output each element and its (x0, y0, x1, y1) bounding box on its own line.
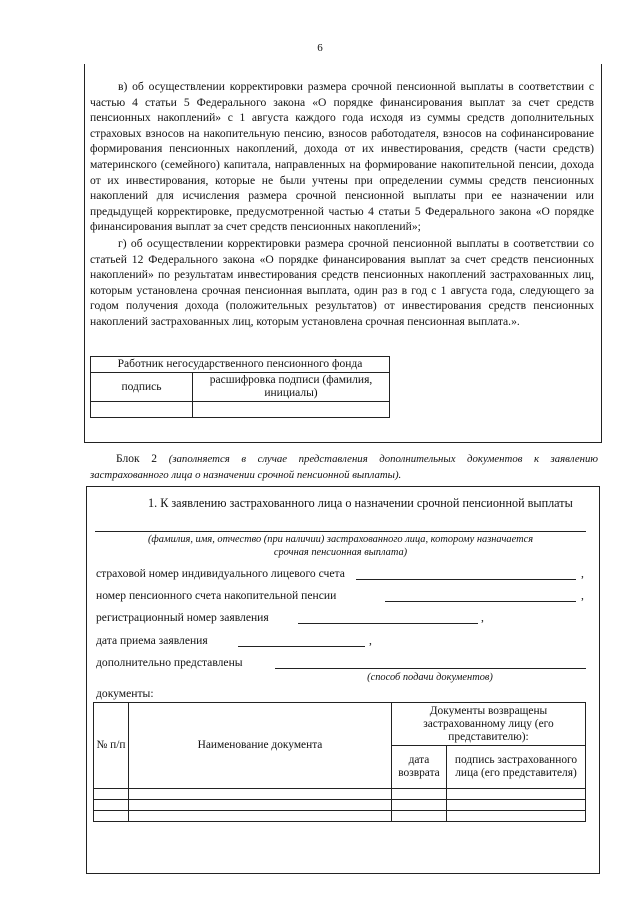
return-date-column-header: дата возврата (392, 746, 447, 789)
block2-intro-note: (заполняется в случае представления дополнительных документов к заявлению застрахованного лица о назначении срочной пенсионной выплаты). (90, 453, 599, 481)
table-cell[interactable] (447, 811, 586, 822)
table-cell[interactable] (392, 800, 447, 811)
returned-documents-header: Документы возвращены застрахованному лицу (его представителю): (392, 703, 586, 746)
insured-signature-column-header: подпись застрахованного лица (его представителя) (447, 746, 586, 789)
name-caption-line-1: (фамилия, имя, отчество (при наличии) застрахованного лица, которому назначается (147, 534, 534, 545)
name-caption-line-2: срочная пенсионная выплата) (273, 547, 408, 558)
name-caption (95, 533, 586, 559)
table-cell[interactable] (392, 811, 447, 822)
signature-table-header: Работник негосударственного пенсионного фонда (91, 357, 390, 373)
page-number: 6 (317, 42, 323, 54)
insurance-number-label: страховой номер индивидуального лицевого счета (96, 567, 345, 580)
block2-title: 1. К заявлению застрахованного лица о назначении срочной пенсионной выплаты (148, 496, 573, 510)
receipt-date-label: дата приема заявления (96, 634, 208, 647)
receipt-date-field[interactable] (238, 634, 365, 647)
registration-number-field[interactable] (298, 611, 478, 624)
table-cell[interactable] (94, 811, 129, 822)
account-number-label: номер пенсионного счета накопительной пенсии (96, 589, 337, 602)
table-cell[interactable] (129, 800, 392, 811)
block2-lead: Блок 2 (116, 453, 157, 465)
account-number-field[interactable] (385, 589, 576, 602)
paragraph-g: г) об осуществлении корректировки размера срочной пенсионной выплаты в соответствии со статьей 12 Федерального закона «О порядке финансирования выплат за счет средств пенсионных накоплений» по результатам инвестирования средств пенсионных накоплений застрахованных лиц, которым установлена срочная пенсионная выплата, один раз в год с 1 августа года, следующего за годом получения дохода (положительных результатов) от инвестирования средств пенсионных накоплений застрахованных лиц, которым установлена срочная пенсионная выплата.». (90, 237, 594, 328)
comma: , (369, 634, 372, 647)
table-row (94, 789, 586, 800)
documents-label: документы: (96, 687, 154, 700)
table-cell[interactable] (129, 811, 392, 822)
signature-column-header: подпись (91, 373, 193, 402)
submission-method-caption: (способ подачи документов) (367, 672, 493, 683)
number-column-header: № п/п (94, 703, 129, 789)
table-row (94, 800, 586, 811)
registration-number-label: регистрационный номер заявления (96, 611, 269, 624)
table-row (94, 811, 586, 822)
submission-method-field[interactable] (275, 656, 586, 669)
additionally-provided-label: дополнительно представлены (96, 656, 243, 669)
comma: , (581, 589, 584, 602)
table-cell[interactable] (94, 800, 129, 811)
table-cell[interactable] (392, 789, 447, 800)
comma: , (581, 567, 584, 580)
insurance-number-field[interactable] (356, 567, 576, 580)
paragraph-v: в) об осуществлении корректировки размера срочной пенсионной выплаты в соответствии с частью 4 статьи 5 Федерального закона «О порядке финансирования выплат за счет средств пенсионных накоплений» с 1 августа каждого года исходя из суммы средств дополнительных страховых взносов на накопительную пенсию, взносов работодателя, взносов на софинансирование формирования пенсионных накоплений, дохода от их инвестирования, средств (части средств) материнского (семейного) капитала, направленных на формирование накопительной пенсии, дохода от их инвестирования, которые не были учтены при определении суммы средств пенсионных накоплений для исчисления размера срочной пенсионной выплаты при ее назначении или предыдущей корректировке, предусмотренной частью 4 статьи 5 Федерального закона «О порядке финансирования выплат за счет средств пенсионных накоплений»; (90, 80, 594, 234)
comma: , (481, 611, 484, 624)
insured-person-name-line[interactable] (95, 531, 586, 532)
table-cell[interactable] (129, 789, 392, 800)
fund-worker-signature-table (90, 356, 390, 418)
signature-decoding-column-header: расшифровка подписи (фамилия, инициалы) (193, 373, 390, 402)
document-name-column-header: Наименование документа (129, 703, 392, 789)
documents-table (93, 702, 586, 822)
block2-intro (90, 452, 598, 483)
table-cell[interactable] (94, 789, 129, 800)
signature-cell[interactable] (91, 402, 193, 418)
signature-decoding-cell[interactable] (193, 402, 390, 418)
table-cell[interactable] (447, 800, 586, 811)
table-cell[interactable] (447, 789, 586, 800)
